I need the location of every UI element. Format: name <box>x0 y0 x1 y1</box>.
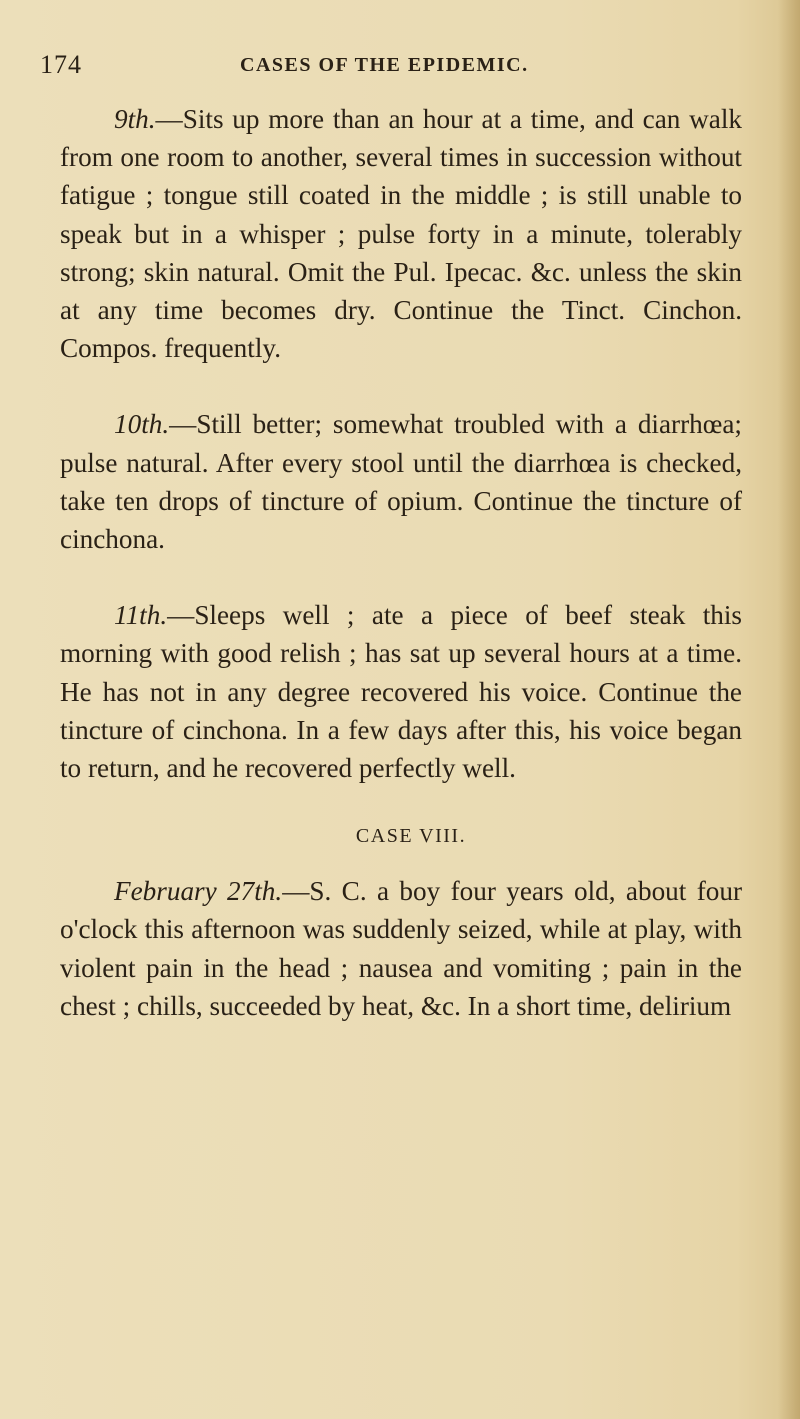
page-number: 174 <box>40 50 82 79</box>
entry-text: —Sits up more than an hour at a time, and can walk from one room to another, several times in succession without fatigue ; tongue still coated in the middle ; is still unable to speak but in a whisper ; pulse forty in a minute, tolerably strong; skin natural. Omit the Pul. Ipecac. &c. unless the skin at any time becomes dry. Continue the Tinct. Cinchon. Compos. frequently. <box>60 104 742 364</box>
entry-paragraph-10th <box>60 405 742 558</box>
running-head: CASES OF THE EPIDEMIC. <box>240 54 529 76</box>
entry-date: 9th. <box>114 104 156 134</box>
entry-paragraph-11th <box>60 596 742 787</box>
case-intro-paragraph <box>60 872 742 1025</box>
case-date: February 27th. <box>114 876 283 907</box>
case-text: —S. C. a boy four years old, about four o'clock this afternoon was suddenly seized, while at play, with violent pain in the head ; nausea and vomiting ; pain in the chest ; chills, succeeded by heat, &c. In a short time, delirium <box>60 876 742 1021</box>
entry-date: 10th. <box>114 409 170 440</box>
entry-paragraph-9th <box>60 100 742 367</box>
entry-text: —Still better; somewhat troubled with a diarrhœa; pulse natural. After every stool until the diarrhœa is checked, take ten drops of tincture of opium. Continue the tincture of cinchona. <box>60 409 742 555</box>
page-header <box>40 50 760 90</box>
body-text <box>60 100 742 1063</box>
page-edge-shadow <box>778 0 800 1419</box>
entry-date: 11th. <box>114 600 168 631</box>
entry-text: —Sleeps well ; ate a piece of beef steak this morning with good relish ; has sat up several hours at a time. He has not in any degree recovered his voice. Continue the tincture of cinchona. In a few days after this, his voice began to return, and he recovered perfectly well. <box>60 600 742 784</box>
case-heading: CASE VIII. <box>355 825 467 848</box>
